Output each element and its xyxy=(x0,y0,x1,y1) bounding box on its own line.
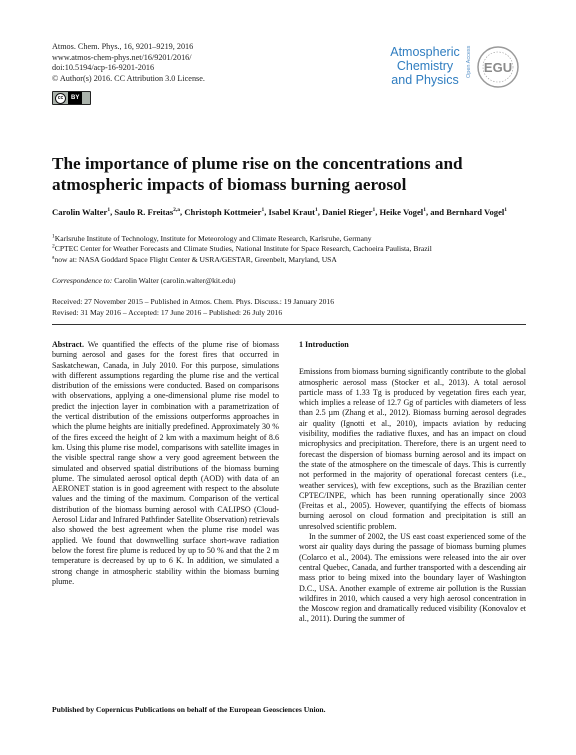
journal-title[interactable] xyxy=(383,45,467,87)
author-list xyxy=(52,207,532,219)
journal-url-link[interactable]: www.atmos-chem-phys.net/16/9201/2016/ xyxy=(52,52,192,62)
intro-paragraph: Emissions from biomass burning significantly contribute to the global atmospheric aerosol mass (Stocker et al., 2013). A total aerosol particle mass of 1.33 Tg is produced by vegetation fires each year, which implies a release of 12.7 Gg of particles with diameters of less than 2.5 µm (Zhang et al., 2012). Biomass burning aerosol degrades air quality (Ignotti et al., 2010), impacts aviation by reducing visibility, modifies the radiative fluxes, and has an impact on cloud microphysics and precipitation. Therefore, there is an urgent need to forecast the dispersion of biomass burning aerosol and its impact on the state of the atmosphere on the timescale of days. This is currently not performed in the majority of operational forecast centers (i.e., weather services), with few exceptions, such as the Brazilian center CPTEC/INPE, which has been running operationally since 2003 (Freitas et al., 2005). However, quantifying the effects of biomass burning aerosol on cloud formation and precipitation is still an unresolved scientific problem. xyxy=(299,367,526,531)
paper-title-line: atmospheric impacts of biomass burning aerosol xyxy=(52,175,407,194)
copyright-line: © Author(s) 2016. CC Attribution 3.0 License. xyxy=(52,73,205,83)
author-separator: , xyxy=(375,207,380,217)
citation-line: Atmos. Chem. Phys., 16, 9201–9219, 2016 xyxy=(52,42,194,51)
paper-title xyxy=(52,153,532,195)
affiliation-list xyxy=(52,234,537,265)
abstract-label: Abstract. xyxy=(52,340,84,349)
correspondence xyxy=(52,276,236,285)
affiliation-text: now at: NASA Goddard Space Flight Center & USRA/GESTAR, Greenbelt, Maryland, USA xyxy=(54,254,337,264)
author-name: Carolin Walter xyxy=(52,207,108,217)
publisher-footer: Published by Copernicus Publications on behalf of the European Geosciences Union. xyxy=(52,705,326,714)
author-name: Christoph Kottmeier xyxy=(184,207,262,217)
affiliation-text: CPTEC Center for Weather Forecasts and Climate Studies, National Institute for Space Research, Cachoeira Paulista, Brazil xyxy=(54,244,432,254)
author-affil-mark: 1 xyxy=(261,207,265,214)
doi-link[interactable]: doi:10.5194/acp-16-9201-2016 xyxy=(52,63,155,73)
dates-line: Received: 27 November 2015 – Published in Atmos. Chem. Phys. Discuss.: 19 January 2016 xyxy=(52,297,335,306)
author-name: Daniel Rieger xyxy=(322,207,373,217)
author-affil-mark: 1 xyxy=(423,207,426,214)
affiliation-mark: 1 xyxy=(52,233,55,240)
author-separator: , xyxy=(180,207,185,217)
introduction-column xyxy=(299,340,526,625)
correspondence-label: Correspondence to: xyxy=(52,276,113,285)
cc-icon: cc xyxy=(55,93,66,104)
correspondence-email-link[interactable]: Carolin Walter (carolin.walter@kit.edu) xyxy=(112,276,236,285)
section-heading-introduction: 1 Introduction xyxy=(299,340,349,349)
author-affil-mark: 1 xyxy=(504,207,508,214)
journal-title-line: Atmospheric xyxy=(390,45,460,59)
author-affil-mark: 1 xyxy=(107,207,111,214)
author-affil-mark: 1 xyxy=(315,207,318,214)
affiliation-item xyxy=(52,255,537,265)
header-divider xyxy=(52,324,526,325)
publication-dates xyxy=(52,297,334,318)
abstract-paragraph xyxy=(52,340,279,587)
author-name: Saulo R. Freitas xyxy=(114,207,174,217)
paper-title-line: The importance of plume rise on the concentrations and xyxy=(52,154,463,173)
author-name: Bernhard Vogel xyxy=(446,207,505,217)
journal-title-line: and Physics xyxy=(391,73,459,87)
author-affil-mark: 2,a xyxy=(173,207,181,214)
abstract-text: We quantified the effects of the plume rise of biomass burning aerosol and gases for the forest fires that occurred in Saskatchewan, Canada, in July 2010. For this purpose, simulations with different assumptions regarding the plume rise and the vertical distribution of the emissions were conducted. Based on comparisons with observations, applying a one-dimensional plume rise model to predict the injection layer in combination with a parametrization of the vertical distribution of the emissions outperforms approaches in which the plume heights are initially predefined. Approximately 30 % of the fires exceed the height of 2 km with a maximum height of 8.6 km. Using this plume rise model, comparisons with satellite images in the visible spectral range show a very good agreement between the simulated and observed spatial distributions of the biomass burning plume. The simulated aerosol optical depth (AOD) with data of an AERONET station is in good agreement with respect to the absolute values and the timing of the maximum. Comparison of the vertical distribution of the biomass burning aerosol with CALIPSO (Cloud-Aerosol Lidar and Infrared Pathfinder Satellite Observation) retrievals also showed the best agreement when the plume rise model was applied. We found that downwelling surface short-wave radiation below the forest fire plume is reduced by up to 50 % and that the 2 m temperature is decreased by up to 6 K. In addition, we simulated a strong change in atmospheric stability within the biomass burning plume. xyxy=(52,340,279,586)
intro-paragraph: In the summer of 2002, the US east coast experienced some of the worst air quality days during the passage of biomass burning plumes (Colarco et al., 2004). The emissions were released into the air over central Quebec, Canada, and further transported with a descending air mass prior to being mixed into the boundary layer of Washington D.C., USA. Another example of extreme air pollution is the Russian wildfires in 2010, which caused a very high aerosol concentration in the Moscow region and dramatically reduced visibility (Konovalov et al., 2011). During the summer of xyxy=(299,532,526,624)
affiliation-item xyxy=(52,234,537,244)
journal-title-line: Chemistry xyxy=(396,59,454,73)
egu-logo-icon[interactable] xyxy=(476,45,520,89)
egu-logo-text: EGU xyxy=(483,60,513,75)
affiliation-item xyxy=(52,244,537,254)
by-icon: BY xyxy=(68,92,82,104)
abstract-column xyxy=(52,340,279,587)
author-separator: , and xyxy=(425,207,447,217)
author-name: Isabel Kraut xyxy=(268,207,316,217)
affiliation-text: Karlsruhe Institute of Technology, Institute for Meteorology and Climate Research, Karlsruhe, Germany xyxy=(54,234,372,243)
author-name: Heike Vogel xyxy=(379,207,424,217)
cc-by-license-badge[interactable] xyxy=(52,91,91,105)
affiliation-mark: 2 xyxy=(52,243,55,250)
author-separator: , xyxy=(110,207,115,217)
author-separator: , xyxy=(264,207,269,217)
dates-line: Revised: 31 May 2016 – Accepted: 17 June 2016 – Published: 26 July 2016 xyxy=(52,307,283,317)
affiliation-mark: a xyxy=(52,254,55,261)
author-affil-mark: 1 xyxy=(372,207,376,214)
open-access-label: Open Access xyxy=(466,45,472,79)
author-separator: , xyxy=(317,207,323,217)
citation-block xyxy=(52,42,205,84)
